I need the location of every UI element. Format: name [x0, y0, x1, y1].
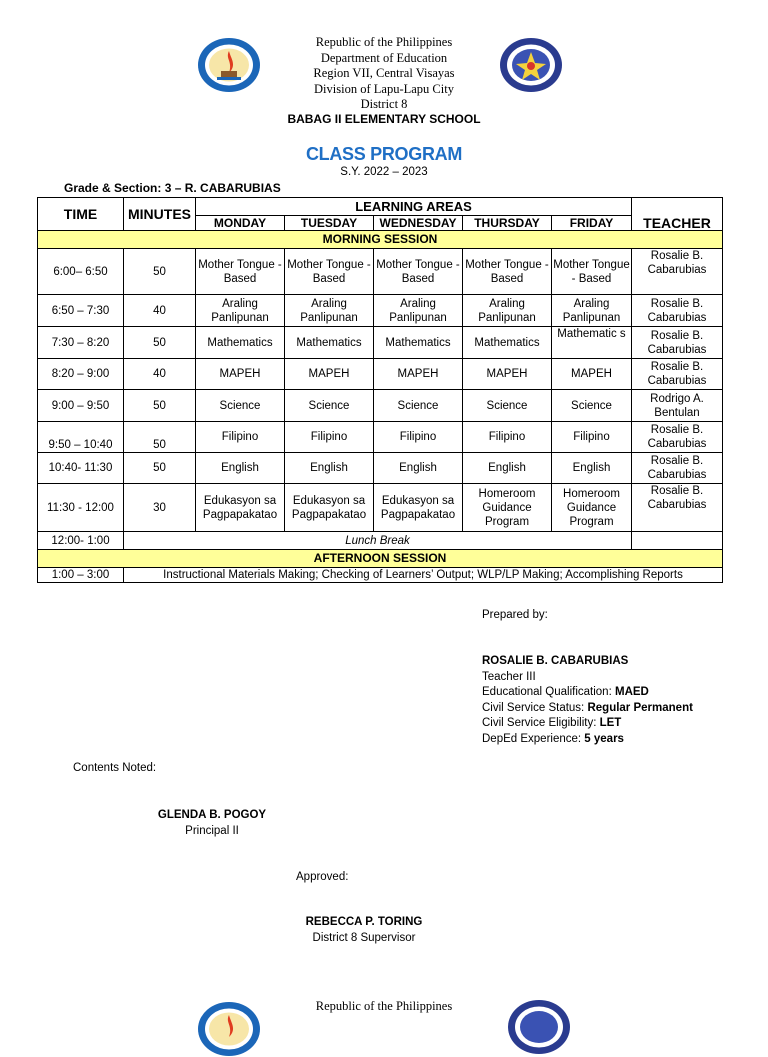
time-cell: 6:50 – 7:30	[38, 295, 124, 327]
minutes-cell: 30	[124, 484, 196, 532]
experience-value: 5 years	[584, 732, 624, 745]
teacher-cell: Rosalie B. Cabarubias	[632, 359, 723, 390]
minutes-cell: 50	[124, 422, 196, 453]
minutes-cell: 50	[124, 327, 196, 359]
subject-cell: Araling Panlipunan	[552, 295, 632, 327]
header-line: Division of Lapu-Lapu City	[314, 81, 454, 96]
qualification-line	[482, 685, 693, 701]
qualification-value: MAED	[614, 686, 649, 698]
time-cell: 9:00 – 9:50	[38, 390, 124, 422]
subject-cell: Science	[552, 390, 632, 422]
subject-cell: Homeroom Guidance Program	[463, 484, 552, 532]
day-header-monday: MONDAY	[196, 216, 285, 231]
noted-block	[112, 808, 312, 839]
table-row	[38, 453, 723, 484]
subject-cell: Edukasyon sa Pagpapakatao	[374, 484, 463, 532]
subject-cell: Mother Tongue - Based	[552, 249, 632, 295]
day-header-thursday: THURSDAY	[463, 216, 552, 231]
subject-cell: MAPEH	[374, 359, 463, 390]
approved-label: Approved:	[296, 871, 349, 883]
table-row	[38, 390, 723, 422]
subject-cell: Mother Tongue - Based	[463, 249, 552, 295]
teacher-cell: Rosalie B. Cabarubias	[632, 327, 723, 359]
subject-cell: Mother Tongue - Based	[374, 249, 463, 295]
subject-cell: Edukasyon sa Pagpapakatao	[196, 484, 285, 532]
subject-cell: Science	[285, 390, 374, 422]
experience-line	[482, 732, 693, 748]
table-row	[38, 295, 723, 327]
experience-label: DepEd Experience:	[482, 732, 582, 745]
time-cell: 11:30 - 12:00	[38, 484, 124, 532]
subject-cell: Araling Panlipunan	[285, 295, 374, 327]
time-cell: 6:00– 6:50	[38, 249, 124, 295]
principal-name: GLENDA B. POGOY	[157, 809, 267, 821]
afternoon-session-label: AFTERNOON SESSION	[38, 550, 723, 568]
class-program-table	[37, 197, 723, 583]
subject-cell: Mother Tongue - Based	[196, 249, 285, 295]
status-line	[482, 701, 693, 717]
teacher-cell	[632, 532, 723, 550]
subject-cell: Filipino	[552, 422, 632, 453]
header-line: District 8	[360, 97, 408, 111]
subject-cell: Filipino	[463, 422, 552, 453]
subject-cell: Mother Tongue - Based	[285, 249, 374, 295]
eligibility-label: Civil Service Eligibility:	[482, 717, 597, 729]
preparer-name: ROSALIE B. CABARUBIAS	[482, 655, 629, 667]
subject-cell: English	[196, 453, 285, 484]
subject-cell: MAPEH	[196, 359, 285, 390]
preparer-position: Teacher III	[482, 670, 536, 683]
grade-section: Grade & Section: 3 – R. CABARUBIAS	[64, 181, 281, 195]
qualification-label: Educational Qualification:	[482, 686, 612, 698]
subject-cell: Homeroom Guidance Program	[552, 484, 632, 532]
header-line: Department of Education	[320, 50, 448, 65]
noted-label: Contents Noted:	[73, 762, 157, 774]
teacher-cell: Rosalie B. Cabarubias	[632, 295, 723, 327]
teacher-header: TEACHER	[632, 198, 723, 231]
subject-cell: Mathematics	[285, 327, 374, 359]
time-cell: 1:00 – 3:00	[38, 568, 124, 583]
subject-cell: MAPEH	[285, 359, 374, 390]
status-label: Civil Service Status:	[482, 701, 585, 714]
eligibility-value: LET	[599, 717, 622, 729]
subject-cell: Araling Panlipunan	[374, 295, 463, 327]
minutes-cell: 50	[124, 249, 196, 295]
subject-cell: Edukasyon sa Pagpapakatao	[285, 484, 374, 532]
subject-cell: Science	[374, 390, 463, 422]
page-title: CLASS PROGRAM	[305, 144, 463, 164]
header-line: Republic of the Philippines	[315, 35, 453, 49]
subject-cell: MAPEH	[463, 359, 552, 390]
teacher-cell: Rosalie B. Cabarubias	[632, 453, 723, 484]
subject-cell: English	[285, 453, 374, 484]
morning-session-label: MORNING SESSION	[38, 231, 723, 249]
header-lines	[0, 35, 768, 113]
eligibility-line	[482, 716, 693, 732]
subject-cell: Filipino	[196, 422, 285, 453]
subject-cell: Mathematics	[196, 327, 285, 359]
subject-cell: English	[374, 453, 463, 484]
time-cell: 7:30 – 8:20	[38, 327, 124, 359]
subject-cell: Science	[463, 390, 552, 422]
approved-block	[264, 915, 464, 946]
status-value: Regular Permanent	[587, 701, 693, 714]
minutes-cell: 50	[124, 390, 196, 422]
prepared-label: Prepared by:	[482, 609, 548, 621]
subject-cell: Araling Panlipunan	[196, 295, 285, 327]
teacher-cell: Rodrigo A. Bentulan	[632, 390, 723, 422]
minutes-header: MINUTES	[124, 198, 196, 231]
subject-cell: English	[552, 453, 632, 484]
prepared-block	[482, 654, 693, 747]
lunch-break-label: Lunch Break	[124, 532, 632, 550]
teacher-cell: Rosalie B. Cabarubias	[632, 249, 723, 295]
teacher-cell: Rosalie B. Cabarubias	[632, 422, 723, 453]
next-page-header-line: Republic of the Philippines	[315, 999, 453, 1013]
table-row	[38, 359, 723, 390]
day-header-tuesday: TUESDAY	[285, 216, 374, 231]
table-row	[38, 249, 723, 295]
minutes-cell: 40	[124, 295, 196, 327]
learning-areas-header: LEARNING AREAS	[196, 198, 632, 216]
lunch-row	[38, 532, 723, 550]
day-header-wednesday: WEDNESDAY	[374, 216, 463, 231]
subject-cell: Mathematics	[463, 327, 552, 359]
minutes-cell: 50	[124, 453, 196, 484]
time-cell: 10:40- 11:30	[38, 453, 124, 484]
time-header: TIME	[38, 198, 124, 231]
time-cell: 12:00- 1:00	[38, 532, 124, 550]
supervisor-position: District 8 Supervisor	[312, 931, 416, 944]
header-line: Region VII, Central Visayas	[313, 66, 455, 80]
teacher-cell: Rosalie B. Cabarubias	[632, 484, 723, 532]
school-year: S.Y. 2022 – 2023	[340, 166, 428, 178]
subject-cell: Filipino	[374, 422, 463, 453]
table-row	[38, 484, 723, 532]
time-cell: 9:50 – 10:40	[38, 422, 124, 453]
principal-position: Principal II	[185, 824, 239, 837]
day-header-friday: FRIDAY	[552, 216, 632, 231]
subject-cell: MAPEH	[552, 359, 632, 390]
subject-cell: Araling Panlipunan	[463, 295, 552, 327]
subject-cell: Mathematic s	[552, 327, 632, 359]
afternoon-row	[38, 568, 723, 583]
subject-cell: Filipino	[285, 422, 374, 453]
time-cell: 8:20 – 9:00	[38, 359, 124, 390]
subject-cell: Mathematics	[374, 327, 463, 359]
minutes-cell: 40	[124, 359, 196, 390]
table-row	[38, 422, 723, 453]
school-name: BABAG II ELEMENTARY SCHOOL	[287, 112, 481, 126]
afternoon-activities: Instructional Materials Making; Checking of Learners’ Output; WLP/LP Making; Accomplishing Reports	[124, 568, 723, 583]
supervisor-name: REBECCA P. TORING	[305, 916, 423, 928]
table-row	[38, 327, 723, 359]
subject-cell: English	[463, 453, 552, 484]
subject-cell: Science	[196, 390, 285, 422]
